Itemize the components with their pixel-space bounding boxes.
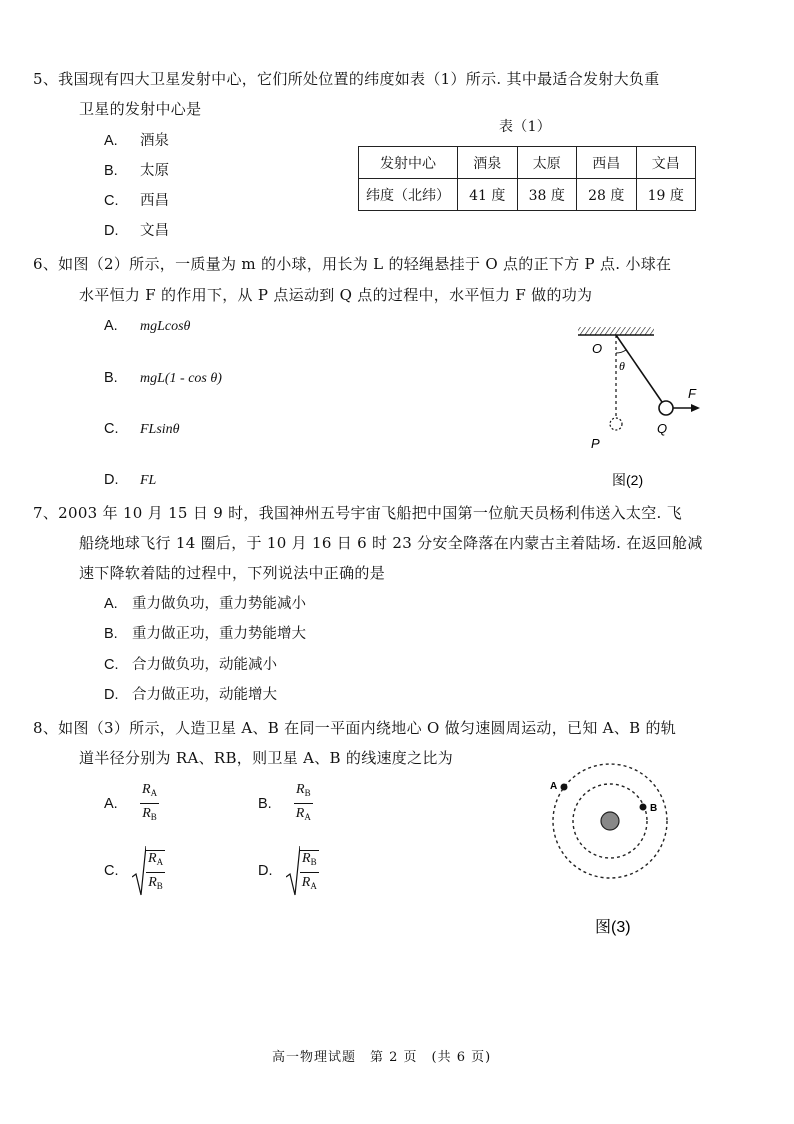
pendulum-figure bbox=[570, 320, 710, 490]
option-text: mgLcosθ bbox=[140, 319, 191, 334]
option-text: 合力做负功，动能减小 bbox=[132, 657, 277, 673]
q6-option-c[interactable] bbox=[104, 419, 180, 440]
option-text: 重力做负功，重力势能减小 bbox=[132, 596, 306, 612]
option-letter: D. bbox=[104, 472, 119, 488]
q7-option-d[interactable] bbox=[104, 685, 277, 705]
q8-option-c[interactable] bbox=[104, 845, 165, 897]
option-text: 文昌 bbox=[140, 223, 169, 239]
satellite-a bbox=[561, 784, 568, 791]
q5-stem-line2: 卫星的发射中心是 bbox=[79, 100, 202, 118]
option-letter: C. bbox=[104, 863, 119, 879]
denominator-subscript: A bbox=[304, 812, 311, 822]
q8-option-d[interactable] bbox=[258, 845, 319, 897]
table-cell: 文昌 bbox=[636, 147, 696, 179]
q8-option-b[interactable] bbox=[258, 782, 313, 825]
option-letter: A. bbox=[104, 596, 118, 612]
label-p: P bbox=[591, 436, 600, 451]
q8-stem-line2: 道半径分别为 RA、RB，则卫星 A、B 的线速度之比为 bbox=[79, 749, 454, 767]
q7-option-c[interactable] bbox=[104, 655, 277, 675]
label-b: B bbox=[650, 803, 658, 814]
q5-stem-line1: 5、我国现有四大卫星发射中心，它们所处位置的纬度如表（1）所示. 其中最适合发射大负重 bbox=[33, 70, 660, 88]
denominator: R bbox=[295, 806, 305, 821]
q5-option-c[interactable] bbox=[104, 191, 169, 211]
ball-at-q bbox=[659, 401, 673, 415]
force-arrowhead bbox=[691, 404, 700, 412]
option-text: mgL(1 - cos θ) bbox=[140, 371, 222, 386]
fraction bbox=[300, 850, 319, 894]
option-letter: A. bbox=[104, 795, 118, 812]
denominator-subscript: B bbox=[150, 812, 157, 822]
q6-option-b[interactable] bbox=[104, 368, 222, 389]
fraction bbox=[140, 782, 159, 825]
numerator: R bbox=[142, 782, 151, 797]
ceiling-hatch bbox=[578, 327, 654, 335]
option-letter: B. bbox=[104, 370, 118, 386]
earth-center bbox=[601, 812, 619, 830]
q6-option-a[interactable] bbox=[104, 316, 190, 337]
denominator-subscript: A bbox=[310, 880, 317, 891]
ball-at-p bbox=[610, 418, 622, 430]
numerator: R bbox=[302, 850, 311, 866]
numerator: R bbox=[148, 850, 157, 866]
option-letter: B. bbox=[104, 626, 118, 642]
figure2-caption: 图(2) bbox=[612, 472, 644, 488]
numerator-subscript: A bbox=[156, 856, 164, 867]
table-cell: 41 度 bbox=[458, 179, 518, 211]
option-letter: B. bbox=[104, 163, 118, 179]
option-letter: D. bbox=[104, 687, 119, 703]
numerator-subscript: B bbox=[304, 788, 311, 798]
option-letter: B. bbox=[258, 795, 272, 812]
option-text: 西昌 bbox=[140, 193, 169, 209]
numerator-subscript: A bbox=[150, 788, 158, 798]
satellite-b bbox=[640, 804, 647, 811]
table-cell: 酒泉 bbox=[458, 147, 518, 179]
page-footer: 高一物理试题 第 2 页 (共 6 页) bbox=[272, 1050, 492, 1065]
table-cell: 西昌 bbox=[577, 147, 637, 179]
q6-stem-line2: 水平恒力 F 的作用下，从 P 点运动到 Q 点的过程中，水平恒力 F 做的功为 bbox=[79, 286, 593, 304]
table-header-row bbox=[359, 147, 696, 179]
denominator: R bbox=[301, 874, 311, 890]
numerator: R bbox=[296, 782, 305, 797]
q5-option-b[interactable] bbox=[104, 161, 169, 181]
denominator-subscript: B bbox=[156, 880, 163, 891]
fraction bbox=[294, 782, 313, 825]
option-text: 重力做正功，重力势能增大 bbox=[132, 626, 306, 642]
angle-arc bbox=[616, 350, 626, 353]
table-cell: 纬度（北纬） bbox=[359, 179, 458, 211]
q6-stem-line1: 6、如图（2）所示，一质量为 m 的小球，用长为 L 的轻绳悬挂于 O 点的正下方 P 点. 小球在 bbox=[33, 255, 672, 273]
table-cell: 38 度 bbox=[517, 179, 577, 211]
table-cell: 太原 bbox=[517, 147, 577, 179]
table-cell: 19 度 bbox=[636, 179, 696, 211]
label-o: O bbox=[592, 341, 603, 356]
option-letter: C. bbox=[104, 193, 119, 209]
q7-option-b[interactable] bbox=[104, 624, 306, 644]
label-q: Q bbox=[657, 421, 668, 436]
option-text: 酒泉 bbox=[140, 133, 169, 149]
option-text: FLsinθ bbox=[140, 422, 180, 437]
option-letter: C. bbox=[104, 421, 119, 437]
orbit-figure bbox=[535, 763, 685, 943]
q7-option-a[interactable] bbox=[104, 594, 306, 614]
q7-stem-line1: 7、2003 年 10 月 15 日 9 时，我国神州五号宇宙飞船把中国第一位航天员杨利伟送入太空. 飞 bbox=[33, 504, 682, 522]
numerator-subscript: B bbox=[310, 856, 317, 867]
table-row bbox=[359, 179, 696, 211]
label-f: F bbox=[688, 386, 696, 401]
q7-stem-line3: 速下降软着陆的过程中，下列说法中正确的是 bbox=[79, 564, 386, 582]
option-letter: A. bbox=[104, 318, 118, 334]
q8-option-a[interactable] bbox=[104, 782, 159, 825]
option-letter: C. bbox=[104, 657, 119, 673]
q6-option-d[interactable] bbox=[104, 470, 156, 491]
option-text: 合力做正功，动能增大 bbox=[132, 687, 277, 703]
fraction bbox=[146, 850, 165, 894]
q5-table-caption: 表（1） bbox=[499, 119, 552, 135]
q5-option-d[interactable] bbox=[104, 221, 169, 241]
sqrt-symbol bbox=[286, 845, 300, 897]
option-text: 太原 bbox=[140, 163, 169, 179]
q7-stem-line2: 船绕地球飞行 14 圈后，于 10 月 16 日 6 时 23 分安全降落在内蒙古主着陆场. 在返回舱减 bbox=[79, 534, 703, 552]
label-a: A bbox=[550, 781, 558, 792]
q8-stem-line1: 8、如图（3）所示，人造卫星 A、B 在同一平面内绕地心 O 做匀速圆周运动，已知 A、B 的轨 bbox=[33, 719, 677, 737]
denominator: R bbox=[142, 806, 151, 821]
option-letter: D. bbox=[104, 223, 119, 239]
q5-option-a[interactable] bbox=[104, 131, 169, 151]
option-letter: A. bbox=[104, 133, 118, 149]
table-cell: 发射中心 bbox=[359, 147, 458, 179]
sqrt-symbol bbox=[132, 845, 146, 897]
latitude-table bbox=[358, 146, 696, 211]
option-text: FL bbox=[140, 473, 157, 488]
figure3-caption: 图(3) bbox=[595, 919, 631, 936]
table-cell: 28 度 bbox=[577, 179, 637, 211]
option-letter: D. bbox=[258, 863, 273, 879]
denominator: R bbox=[148, 874, 157, 890]
label-theta: θ bbox=[619, 359, 625, 373]
